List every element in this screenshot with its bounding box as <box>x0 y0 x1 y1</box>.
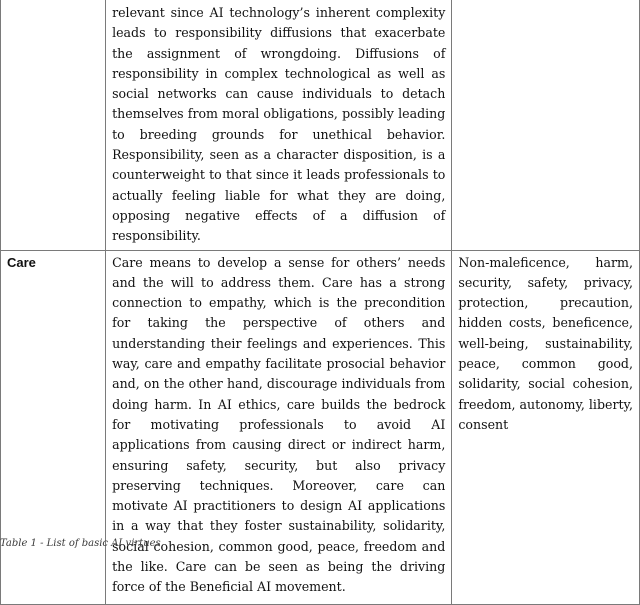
table-row <box>1 0 640 250</box>
category-cell <box>1 250 106 604</box>
principles-cell <box>452 0 640 250</box>
description-cell <box>106 250 452 604</box>
table-caption: Table 1 - List of basic AI virtues <box>0 538 161 549</box>
principles-text: Non-maleficence, harm, security, safety, privacy, protection, precaution, hidden costs, beneficence, well-being, sustainability, peace, common good, solidarity, social cohesion, freedom, autonomy, liberty, consent <box>458 254 633 432</box>
table-row <box>1 250 640 604</box>
category-label: Care <box>7 254 36 270</box>
description-text: Care means to develop a sense for others’ needs and the will to address them. Care has a strong connection to empathy, which is the precondition for taking the perspective of others and understanding their feelings and experiences. This way, care and empathy facilitate prosocial behavior and, on the other hand, discourage individuals from doing harm. In AI ethics, care builds the bedrock for motivating professionals to avoid AI applications from causing direct or indirect harm, ensuring safety, security, but also privacy preserving techniques. Moreover, care can motivate AI practitioners to design AI applications in a way that they foster sustainability, solidarity, social cohesion, common good, peace, freedom and the like. Care can be seen as being the driving force of the Beneficial AI movement. <box>112 254 446 595</box>
description-cell <box>106 0 452 250</box>
category-cell <box>1 0 106 250</box>
description-text: relevant since AI technology’s inherent complexity leads to responsibility diffusions that exacerbate the assignment of wrongdoing. Diffusions of responsibility in complex technological as well as social networks can cause individuals to detach themselves from moral obligations, possibly leading to breeding grounds for unethical behavior. Responsibility, seen as a character disposition, is a counterweight to that since it leads professionals to actually feeling liable for what they are doing, opposing negative effects of a diffusion of responsibility. <box>112 5 446 244</box>
principles-cell <box>452 250 640 604</box>
